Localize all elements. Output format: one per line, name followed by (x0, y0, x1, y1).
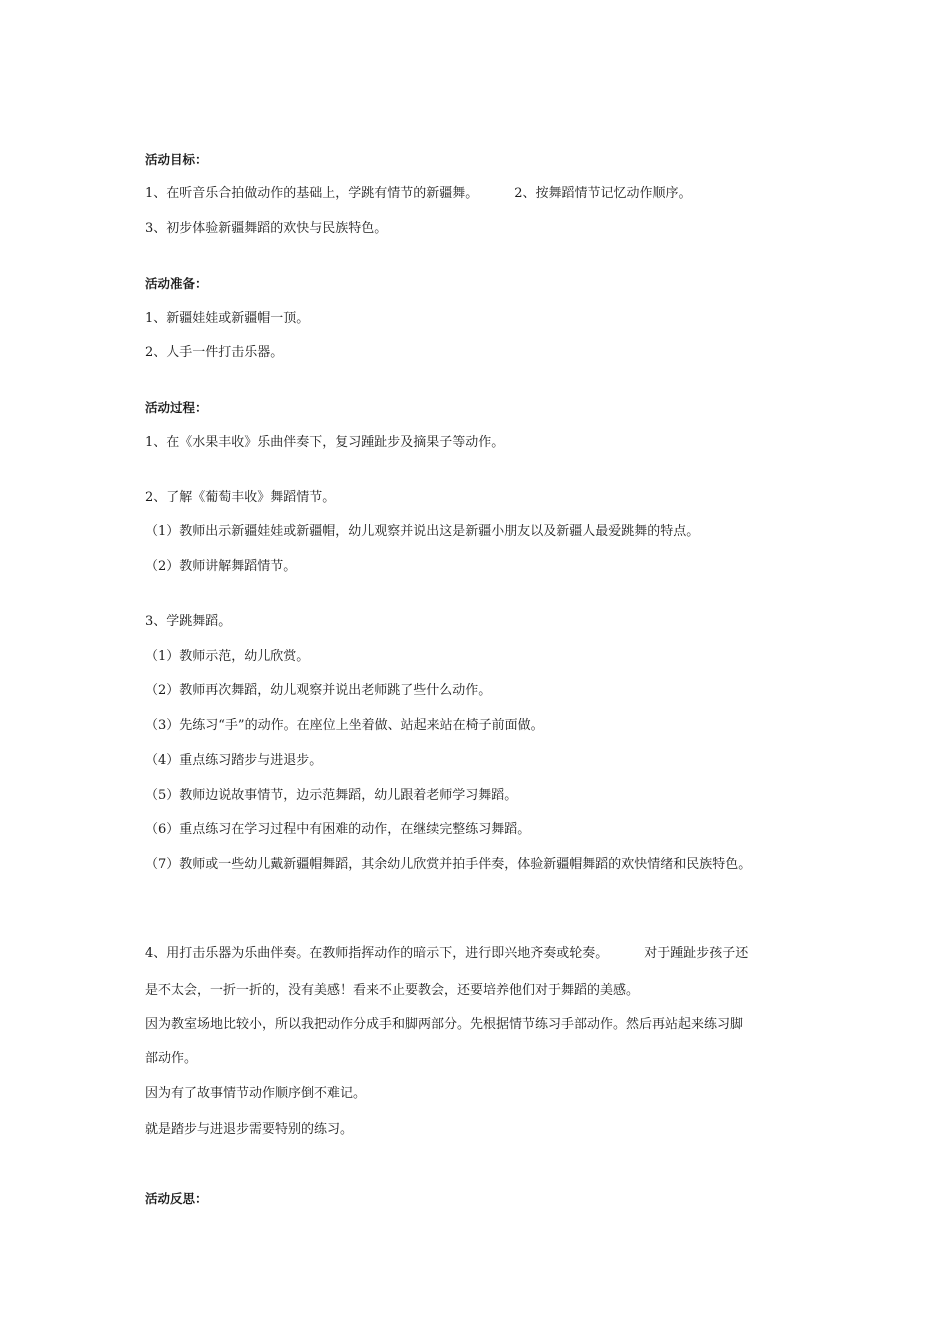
process-step-3d: （4）重点练习踏步与进退步。 (145, 753, 323, 768)
prep-item-2: 2、人手一件打击乐器。 (145, 345, 284, 360)
process-step-3e: （5）教师边说故事情节，边示范舞蹈，幼儿跟着老师学习舞蹈。 (145, 788, 518, 803)
process-step-4-line-2: 是不太会，一折一折的，没有美感！看来不止要教会，还要培养他们对于舞蹈的美感。 (145, 983, 640, 998)
process-step-1: 1、在《水果丰收》乐曲伴奏下，复习踵趾步及摘果子等动作。 (145, 435, 505, 450)
process-step-4-line-6: 就是踏步与进退步需要特别的练习。 (145, 1122, 354, 1137)
goal-heading: 活动目标： (145, 152, 208, 167)
process-step-3c: （3）先练习“手”的动作。在座位上坐着做、站起来站在椅子前面做。 (145, 718, 544, 733)
process-step-3: 3、学跳舞蹈。 (145, 614, 232, 629)
goal-item-1: 1、在听音乐合拍做动作的基础上，学跳有情节的新疆舞。 (145, 186, 479, 201)
process-step-3a: （1）教师示范，幼儿欣赏。 (145, 649, 310, 664)
process-step-3b: （2）教师再次舞蹈，幼儿观察并说出老师跳了些什么动作。 (145, 683, 492, 698)
process-step-2b: （2）教师讲解舞蹈情节。 (145, 559, 297, 574)
process-step-3g: （7）教师或一些幼儿戴新疆帽舞蹈，其余幼儿欣赏并拍手伴奏，体验新疆帽舞蹈的欢快情绪和民族特色。 (145, 857, 752, 872)
process-step-4-line-3: 因为教室场地比较小，所以我把动作分成手和脚两部分。先根据情节练习手部动作。然后再站起来练习脚 (145, 1017, 744, 1032)
process-step-4-line-4: 部动作。 (145, 1051, 198, 1066)
process-step-4-text-b: 对于踵趾步孩子还 (644, 946, 749, 961)
process-step-3f: （6）重点练习在学习过程中有困难的动作，在继续完整练习舞蹈。 (145, 822, 531, 837)
prep-item-1: 1、新疆娃娃或新疆帽一顶。 (145, 311, 310, 326)
process-heading: 活动过程： (145, 400, 208, 415)
goal-item-2: 2、按舞蹈情节记忆动作顺序。 (514, 186, 692, 201)
goal-items-row (145, 185, 692, 203)
prep-heading: 活动准备： (145, 276, 208, 291)
process-step-4-text-a: 4、用打击乐器为乐曲伴奏。在教师指挥动作的暗示下，进行即兴地齐奏或轮奏。 (145, 946, 609, 961)
goal-item-3: 3、初步体验新疆舞蹈的欢快与民族特色。 (145, 221, 388, 236)
process-step-2a: （1）教师出示新疆娃娃或新疆帽，幼儿观察并说出这是新疆小朋友以及新疆人最爱跳舞的特点。 (145, 524, 700, 539)
process-step-4-line-5: 因为有了故事情节动作顺序倒不难记。 (145, 1086, 367, 1101)
reflection-heading: 活动反思： (145, 1191, 208, 1206)
process-step-2: 2、了解《葡萄丰收》舞蹈情节。 (145, 490, 336, 505)
process-step-4-line-1 (145, 945, 748, 963)
